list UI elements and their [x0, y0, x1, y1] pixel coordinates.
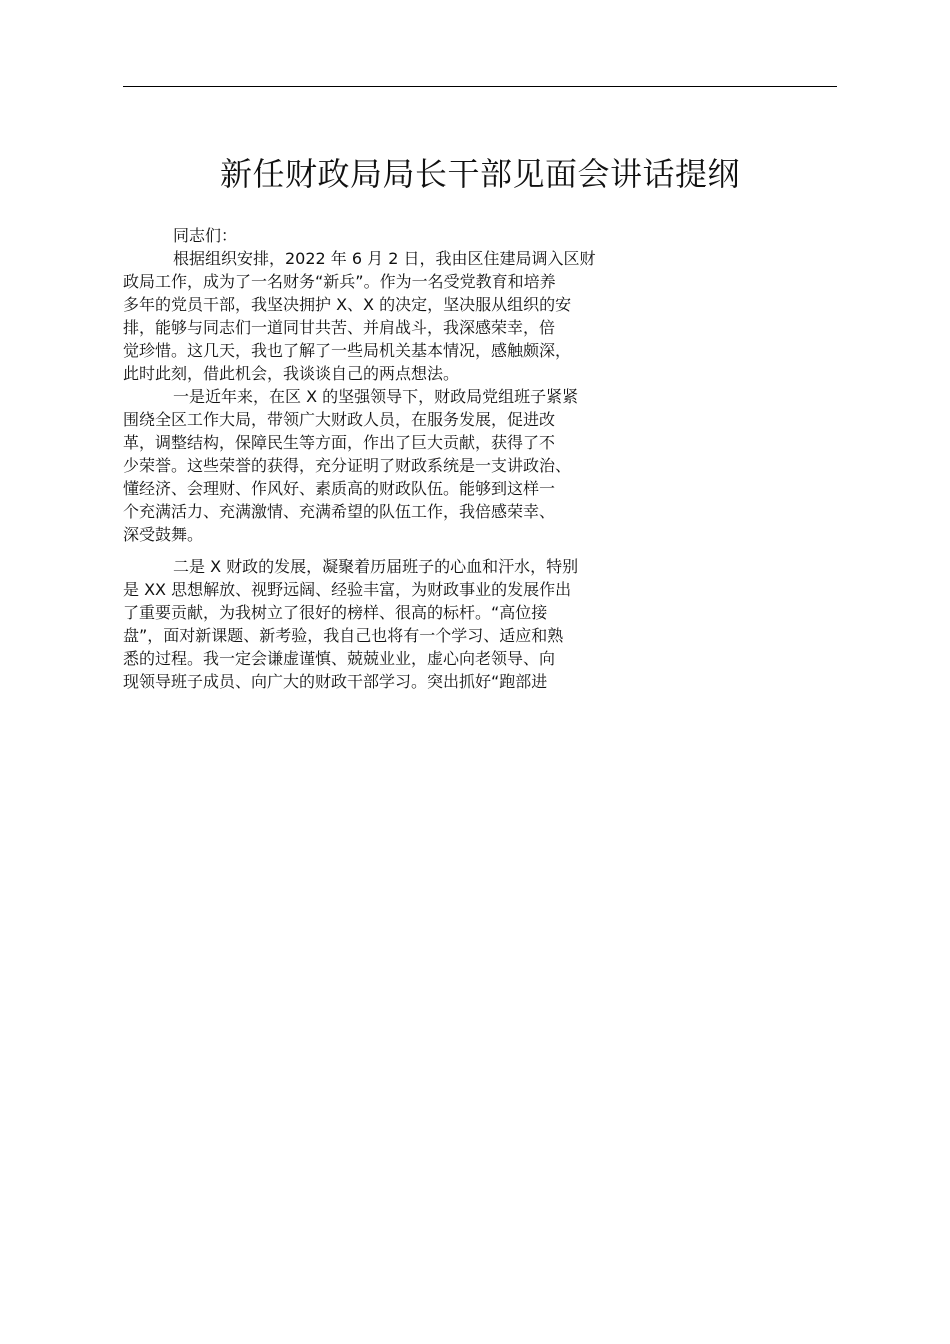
document-body: [123, 223, 863, 692]
paragraph-line: 政局工作，成为了一名财务“新兵”。作为一名受党教育和培养: [123, 272, 556, 291]
paragraph-line: 围绕全区工作大局，带领广大财政人员，在服务发展，促进改: [123, 410, 556, 429]
header-rule: [123, 86, 837, 87]
paragraph-2: [123, 384, 863, 545]
paragraph-3: [123, 554, 863, 692]
paragraph-line: 现领导班子成员、向广大的财政干部学习。突出抓好“跑部进: [123, 672, 548, 691]
paragraph-line: 一是近年来，在区 X 的坚强领导下，财政局党组班子紧紧: [173, 387, 579, 406]
paragraph-line: 觉珍惜。这几天，我也了解了一些局机关基本情况，感触颇深，: [123, 341, 572, 360]
paragraph-line: 此时此刻，借此机会，我谈谈自己的两点想法。: [123, 364, 460, 383]
paragraph-line: 多年的党员干部，我坚决拥护 X、X 的决定，坚决服从组织的安: [123, 295, 572, 314]
paragraph-line: 是 XX 思想解放、视野远阔、经验丰富，为财政事业的发展作出: [123, 580, 572, 599]
paragraph-line: 盘”，面对新课题、新考验，我自己也将有一个学习、适应和熟: [123, 626, 564, 645]
paragraph-line: 二是 X 财政的发展，凝聚着历届班子的心血和汗水，特别: [173, 557, 579, 576]
salutation: 同志们：: [173, 226, 238, 245]
paragraph-line: 革，调整结构，保障民生等方面，作出了巨大贡献，获得了不: [123, 433, 556, 452]
paragraph-line: 懂经济、会理财、作风好、素质高的财政队伍。能够到这样一: [123, 479, 556, 498]
paragraph-line: 个充满活力、充满激情、充满希望的队伍工作，我倍感荣幸、: [123, 502, 556, 521]
paragraph-1: [123, 246, 863, 384]
paragraph-line: 了重要贡献，为我树立了很好的榜样、很高的标杆。“高位接: [123, 603, 548, 622]
paragraph-line: 排，能够与同志们一道同甘共苦、并肩战斗，我深感荣幸，倍: [123, 318, 556, 337]
salutation-paragraph: [123, 223, 863, 246]
paragraph-line: 悉的过程。我一定会谦虚谨慎、兢兢业业，虚心向老领导、向: [123, 649, 556, 668]
paragraph-line: 根据组织安排，2022 年 6 月 2 日，我由区住建局调入区财: [173, 249, 596, 268]
paragraph-line: 深受鼓舞。: [123, 525, 204, 544]
paragraph-line: 少荣誉。这些荣誉的获得，充分证明了财政系统是一支讲政治、: [123, 456, 572, 475]
document-title: 新任财政局局长干部见面会讲话提纲: [219, 155, 740, 193]
